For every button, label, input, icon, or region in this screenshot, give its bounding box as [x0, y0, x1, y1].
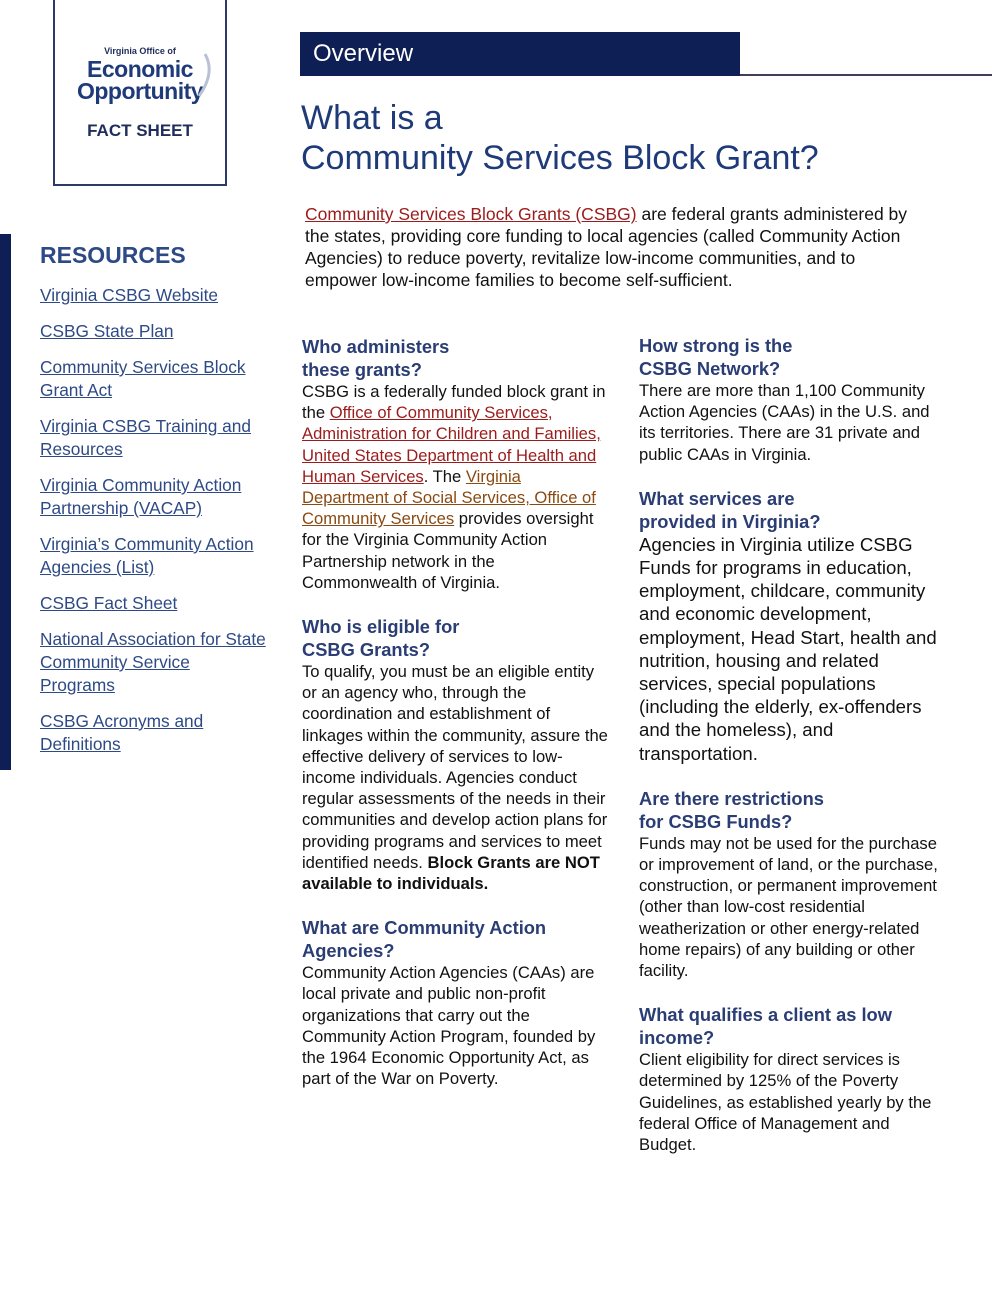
answer-span: CSBG is a federally funded block grant in the: [302, 382, 606, 423]
logo-box: [53, 0, 227, 186]
logo-line-1: Economic: [87, 56, 193, 82]
question-heading: [302, 335, 612, 381]
answer-text: [302, 661, 612, 894]
answer-span: To qualify, you must be an eligible entity or an agency who, through the coordination and establishment of linkages within the community, assure the effective delivery of services to low-income individuals. Agencies conduct regular assessments of the needs in their communities and develop action plans for providing programs and services to meet identified needs.: [302, 662, 608, 872]
left-column: [302, 335, 612, 1089]
answer-span: . The: [423, 466, 466, 486]
resource-link[interactable]: Virginia Community Action Partnership (VACAP): [40, 475, 242, 518]
page-title-line-2: Community Services Block Grant?: [301, 139, 819, 177]
resource-link[interactable]: Virginia CSBG Training and Resources: [40, 416, 252, 459]
question-line: What are Community Action: [302, 917, 547, 939]
resource-link[interactable]: CSBG State Plan: [40, 321, 174, 341]
question-line: CSBG Grants?: [302, 639, 430, 661]
resource-link[interactable]: Virginia CSBG Website: [40, 285, 219, 305]
answer-text: Community Action Agencies (CAAs) are local private and public non-profit organizations that carry out the Community Action Program, founded by the 1964 Economic Opportunity Act, as part of the War on Poverty.: [302, 963, 596, 1089]
page-title: [301, 98, 819, 178]
answer-text: Funds may not be used for the purchase or improvement of land, or the purchase, construction, or permanent improvement (other than low-cost residential weatherization or other energy-related home repairs) of any building or other facility.: [639, 833, 938, 981]
answer-bold: Block Grants are NOT available to individuals.: [302, 852, 600, 894]
answer-text: There are more than 1,100 Community Action Agencies (CAAs) in the U.S. and its territories. There are 31 private and public CAAs in Virginia.: [639, 381, 930, 464]
intro-paragraph: [305, 203, 915, 291]
resource-link[interactable]: Community Services Block Grant Act: [40, 357, 246, 400]
question-line: CSBG Network?: [639, 358, 781, 379]
answer-text: [302, 381, 612, 593]
question-line: for CSBG Funds?: [639, 810, 793, 832]
resources-heading: RESOURCES: [40, 242, 186, 268]
question-line: provided in Virginia?: [639, 510, 821, 532]
question-line: Who is eligible for: [302, 616, 460, 638]
intro-text: are federal grants administered by the states, providing core funding to local agencies (called Community Action Agencies) to reduce poverty, revitalize low-income communities, and to empower low-income families to become self-sufficient.: [305, 204, 908, 290]
question-heading: [302, 615, 612, 661]
csbg-link[interactable]: Community Services Block Grants (CSBG): [305, 204, 637, 224]
question-line: Who administers: [302, 336, 450, 357]
resource-link[interactable]: National Association for State Community Service Programs: [40, 629, 266, 695]
page-title-line-1: What is a: [301, 99, 443, 137]
question-heading: [639, 1003, 949, 1049]
question-line: Agencies?: [302, 940, 395, 962]
question-line: these grants?: [302, 359, 422, 380]
ocs-link[interactable]: Office of Community Services, Administration for Children and Families, United States Department of Health and Human Services: [302, 403, 601, 486]
question-heading: [302, 916, 612, 962]
resource-link[interactable]: CSBG Acronyms and Definitions: [40, 711, 204, 754]
fact-sheet-label: FACT SHEET: [87, 121, 193, 140]
answer-text: Agencies in Virginia utilize CSBG Funds for programs in education, employment, childcare, community and economic development, employment, Head Start, health and nutrition, housing and related services, special populations (including the elderly, ex-offenders and the homeless), and transportation.: [639, 533, 937, 764]
answer-span: provides oversight for the Virginia Community Action Partnership network in the Commonwealth of Virginia.: [302, 509, 594, 592]
question-heading: [639, 787, 949, 833]
resources-list: [40, 284, 268, 769]
resource-link[interactable]: CSBG Fact Sheet: [40, 593, 178, 613]
answer-text: Client eligibility for direct services is determined by 125% of the Poverty Guidelines, as established yearly by the federal Office of Management and Budget.: [639, 1050, 932, 1155]
question-line: income?: [639, 1027, 715, 1049]
question-heading: [639, 334, 949, 380]
question-line: How strong is the: [639, 335, 793, 356]
right-column: [639, 334, 949, 1155]
swoosh-icon: [195, 52, 217, 98]
section-header-bar: Overview: [300, 32, 740, 76]
logo-top-text: Virginia Office of: [104, 46, 176, 56]
resource-link[interactable]: Virginia’s Community Action Agencies (List): [40, 534, 254, 577]
question-line: What qualifies a client as low: [639, 1004, 892, 1026]
vdss-link[interactable]: Virginia Department of Social Services, Office of Community Services: [302, 466, 596, 529]
question-line: What services are: [639, 487, 795, 509]
question-heading: [639, 487, 949, 533]
logo-line-2: Opportunity: [76, 78, 204, 104]
header-rule: [740, 74, 992, 76]
sidebar-accent-bar: [0, 234, 11, 770]
question-line: Are there restrictions: [639, 787, 824, 809]
